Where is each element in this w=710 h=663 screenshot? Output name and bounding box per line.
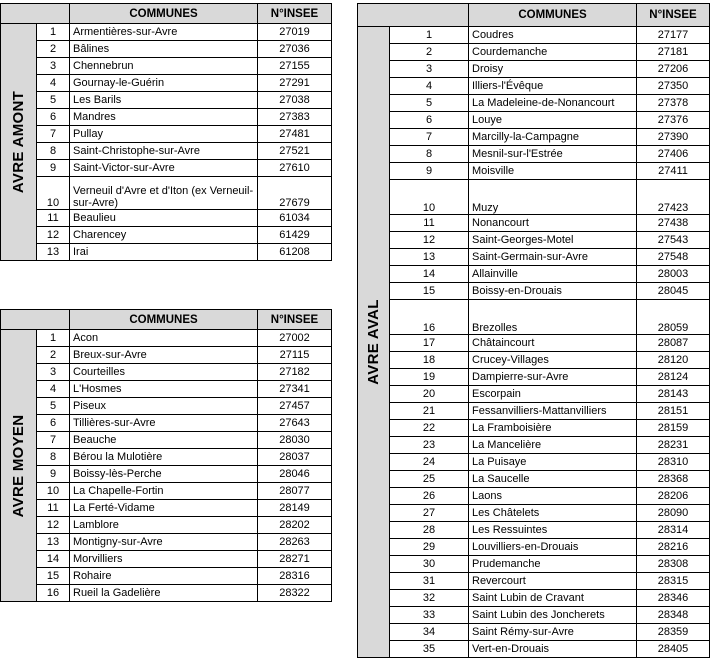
insee-code: 61208 bbox=[258, 244, 332, 261]
commune-name: Moisville bbox=[469, 163, 637, 180]
insee-code: 27481 bbox=[258, 126, 332, 143]
insee-code: 28368 bbox=[637, 471, 710, 488]
insee-code: 28322 bbox=[258, 585, 332, 602]
commune-name: La Mancelière bbox=[469, 437, 637, 454]
commune-name: Dampierre-sur-Avre bbox=[469, 369, 637, 386]
insee-code: 28263 bbox=[258, 534, 332, 551]
row-number: 10 bbox=[390, 180, 469, 215]
row-number: 10 bbox=[37, 177, 70, 210]
table-row bbox=[358, 352, 710, 369]
commune-name: Louvilliers-en-Drouais bbox=[469, 539, 637, 556]
insee-code: 28087 bbox=[637, 335, 710, 352]
table-row bbox=[358, 471, 710, 488]
commune-name: Illiers-l'Évêque bbox=[469, 78, 637, 95]
commune-name: La Saucelle bbox=[469, 471, 637, 488]
commune-name: Marcilly-la-Campagne bbox=[469, 129, 637, 146]
table-row bbox=[1, 347, 332, 364]
commune-name: La Framboisière bbox=[469, 420, 637, 437]
header-insee: N°INSEE bbox=[637, 4, 710, 27]
commune-name: Coudres bbox=[469, 27, 637, 44]
table-avre-amont bbox=[0, 3, 331, 261]
insee-code: 28202 bbox=[258, 517, 332, 534]
table-row bbox=[358, 180, 710, 215]
commune-name: Les Ressuintes bbox=[469, 522, 637, 539]
commune-name: Beauche bbox=[70, 432, 258, 449]
commune-name: Louye bbox=[469, 112, 637, 129]
insee-code: 28159 bbox=[637, 420, 710, 437]
table-row bbox=[358, 129, 710, 146]
row-number: 12 bbox=[37, 227, 70, 244]
commune-name: Charencey bbox=[70, 227, 258, 244]
row-number: 8 bbox=[37, 143, 70, 160]
table-row bbox=[1, 517, 332, 534]
commune-name: Pullay bbox=[70, 126, 258, 143]
row-number: 17 bbox=[390, 335, 469, 352]
insee-code: 27002 bbox=[258, 330, 332, 347]
row-number: 15 bbox=[390, 283, 469, 300]
table-row bbox=[1, 534, 332, 551]
commune-name: Breux-sur-Avre bbox=[70, 347, 258, 364]
table-row bbox=[358, 300, 710, 335]
row-number: 16 bbox=[390, 300, 469, 335]
table-row bbox=[1, 330, 332, 347]
row-number: 3 bbox=[390, 61, 469, 78]
row-number: 9 bbox=[37, 160, 70, 177]
table-row bbox=[1, 92, 332, 109]
insee-code: 28314 bbox=[637, 522, 710, 539]
table-avre-aval bbox=[357, 3, 709, 658]
table-row bbox=[1, 500, 332, 517]
commune-name: Gournay-le-Guérin bbox=[70, 75, 258, 92]
table-row bbox=[1, 568, 332, 585]
insee-code: 28120 bbox=[637, 352, 710, 369]
commune-name: Chennebrun bbox=[70, 58, 258, 75]
insee-code: 27383 bbox=[258, 109, 332, 126]
commune-name: Les Barils bbox=[70, 92, 258, 109]
table-row bbox=[1, 449, 332, 466]
commune-name: Saint Rémy-sur-Avre bbox=[469, 624, 637, 641]
commune-name: Acon bbox=[70, 330, 258, 347]
row-number: 22 bbox=[390, 420, 469, 437]
row-number: 7 bbox=[390, 129, 469, 146]
table-row bbox=[358, 403, 710, 420]
table-row bbox=[358, 437, 710, 454]
insee-code: 27115 bbox=[258, 347, 332, 364]
table-row bbox=[1, 41, 332, 58]
commune-name: Les Châtelets bbox=[469, 505, 637, 522]
table-row bbox=[358, 369, 710, 386]
insee-code: 27038 bbox=[258, 92, 332, 109]
insee-code: 27182 bbox=[258, 364, 332, 381]
commune-name: Saint-Victor-sur-Avre bbox=[70, 160, 258, 177]
row-number: 28 bbox=[390, 522, 469, 539]
insee-code: 28405 bbox=[637, 641, 710, 658]
row-number: 2 bbox=[37, 347, 70, 364]
table-row bbox=[1, 227, 332, 244]
table-row bbox=[358, 283, 710, 300]
insee-code: 27457 bbox=[258, 398, 332, 415]
group-label-cell bbox=[1, 330, 37, 602]
commune-name: Beaulieu bbox=[70, 210, 258, 227]
insee-code: 28030 bbox=[258, 432, 332, 449]
row-number: 6 bbox=[37, 109, 70, 126]
commune-name: Piseux bbox=[70, 398, 258, 415]
row-number: 1 bbox=[390, 27, 469, 44]
insee-code: 28206 bbox=[637, 488, 710, 505]
row-number: 11 bbox=[37, 210, 70, 227]
table-row bbox=[1, 143, 332, 160]
table-row bbox=[358, 539, 710, 556]
insee-code: 27376 bbox=[637, 112, 710, 129]
insee-code: 28124 bbox=[637, 369, 710, 386]
commune-name: Boissy-en-Drouais bbox=[469, 283, 637, 300]
insee-code: 28310 bbox=[637, 454, 710, 471]
commune-name: Bérou la Mulotière bbox=[70, 449, 258, 466]
header-blank bbox=[358, 4, 469, 27]
row-number: 31 bbox=[390, 573, 469, 590]
insee-code: 28090 bbox=[637, 505, 710, 522]
row-number: 13 bbox=[37, 534, 70, 551]
insee-code: 27521 bbox=[258, 143, 332, 160]
commune-name: Morvilliers bbox=[70, 551, 258, 568]
commune-name: Montigny-sur-Avre bbox=[70, 534, 258, 551]
table-row bbox=[1, 415, 332, 432]
row-number: 18 bbox=[390, 352, 469, 369]
table-row bbox=[1, 244, 332, 261]
row-number: 4 bbox=[37, 75, 70, 92]
insee-code: 28308 bbox=[637, 556, 710, 573]
commune-name: Armentières-sur-Avre bbox=[70, 24, 258, 41]
insee-code: 28037 bbox=[258, 449, 332, 466]
insee-code: 27610 bbox=[258, 160, 332, 177]
table-row bbox=[358, 607, 710, 624]
row-number: 3 bbox=[37, 364, 70, 381]
commune-name: Laons bbox=[469, 488, 637, 505]
commune-name: Droisy bbox=[469, 61, 637, 78]
insee-code: 27390 bbox=[637, 129, 710, 146]
insee-code: 27291 bbox=[258, 75, 332, 92]
commune-name: Escorpain bbox=[469, 386, 637, 403]
commune-name: Mesnil-sur-l'Estrée bbox=[469, 146, 637, 163]
insee-code: 27679 bbox=[258, 177, 332, 210]
insee-code: 28003 bbox=[637, 266, 710, 283]
row-number: 11 bbox=[390, 215, 469, 232]
header-blank bbox=[1, 310, 70, 330]
insee-code: 27438 bbox=[637, 215, 710, 232]
header-blank bbox=[1, 4, 70, 24]
table-row bbox=[358, 590, 710, 607]
insee-code: 27350 bbox=[637, 78, 710, 95]
header-communes: COMMUNES bbox=[70, 4, 258, 24]
commune-name: Verneuil d'Avre et d'Iton (ex Verneuil-sur-Avre) bbox=[70, 177, 258, 210]
insee-code: 28046 bbox=[258, 466, 332, 483]
insee-code: 28045 bbox=[637, 283, 710, 300]
insee-code: 27181 bbox=[637, 44, 710, 61]
table-row bbox=[358, 27, 710, 44]
row-number: 21 bbox=[390, 403, 469, 420]
commune-name: Muzy bbox=[469, 180, 637, 215]
row-number: 8 bbox=[390, 146, 469, 163]
table-row bbox=[1, 398, 332, 415]
table-row bbox=[1, 58, 332, 75]
header-communes: COMMUNES bbox=[469, 4, 637, 27]
row-number: 1 bbox=[37, 24, 70, 41]
table-row bbox=[358, 44, 710, 61]
commune-name: La Chapelle-Fortin bbox=[70, 483, 258, 500]
commune-name: Châtaincourt bbox=[469, 335, 637, 352]
table-row bbox=[358, 556, 710, 573]
table-row bbox=[1, 585, 332, 602]
commune-name: Vert-en-Drouais bbox=[469, 641, 637, 658]
table-row bbox=[1, 160, 332, 177]
table-row bbox=[1, 364, 332, 381]
row-number: 11 bbox=[37, 500, 70, 517]
table-row bbox=[1, 24, 332, 41]
insee-code: 28059 bbox=[637, 300, 710, 335]
table-row bbox=[358, 78, 710, 95]
table-row bbox=[358, 573, 710, 590]
commune-name: Saint-Germain-sur-Avre bbox=[469, 249, 637, 266]
group-label: AVRE AMONT bbox=[9, 90, 27, 194]
insee-code: 61429 bbox=[258, 227, 332, 244]
insee-code: 27406 bbox=[637, 146, 710, 163]
commune-name: Mandres bbox=[70, 109, 258, 126]
row-number: 32 bbox=[390, 590, 469, 607]
insee-code: 28346 bbox=[637, 590, 710, 607]
row-number: 20 bbox=[390, 386, 469, 403]
row-number: 6 bbox=[37, 415, 70, 432]
commune-name: Prudemanche bbox=[469, 556, 637, 573]
table-row bbox=[1, 126, 332, 143]
row-number: 4 bbox=[37, 381, 70, 398]
insee-code: 27543 bbox=[637, 232, 710, 249]
table-row bbox=[358, 95, 710, 112]
row-number: 2 bbox=[37, 41, 70, 58]
table-row bbox=[358, 505, 710, 522]
commune-name: Crucey-Villages bbox=[469, 352, 637, 369]
insee-code: 27548 bbox=[637, 249, 710, 266]
insee-code: 28359 bbox=[637, 624, 710, 641]
row-number: 4 bbox=[390, 78, 469, 95]
commune-name: Saint-Christophe-sur-Avre bbox=[70, 143, 258, 160]
commune-name: Saint-Georges-Motel bbox=[469, 232, 637, 249]
commune-name: Courdemanche bbox=[469, 44, 637, 61]
row-number: 13 bbox=[390, 249, 469, 266]
insee-code: 27341 bbox=[258, 381, 332, 398]
row-number: 6 bbox=[390, 112, 469, 129]
row-number: 7 bbox=[37, 432, 70, 449]
row-number: 33 bbox=[390, 607, 469, 624]
insee-code: 28077 bbox=[258, 483, 332, 500]
table-row bbox=[358, 215, 710, 232]
row-number: 8 bbox=[37, 449, 70, 466]
table-row bbox=[358, 112, 710, 129]
commune-name: Lamblore bbox=[70, 517, 258, 534]
table-row bbox=[358, 488, 710, 505]
table-row bbox=[1, 466, 332, 483]
table-row bbox=[1, 551, 332, 568]
table-row bbox=[358, 163, 710, 180]
row-number: 26 bbox=[390, 488, 469, 505]
row-number: 34 bbox=[390, 624, 469, 641]
commune-name: Nonancourt bbox=[469, 215, 637, 232]
insee-code: 27643 bbox=[258, 415, 332, 432]
row-number: 3 bbox=[37, 58, 70, 75]
commune-name: Tillières-sur-Avre bbox=[70, 415, 258, 432]
table-row bbox=[358, 641, 710, 658]
row-number: 1 bbox=[37, 330, 70, 347]
insee-code: 28216 bbox=[637, 539, 710, 556]
insee-code: 28315 bbox=[637, 573, 710, 590]
insee-code: 27411 bbox=[637, 163, 710, 180]
insee-code: 27177 bbox=[637, 27, 710, 44]
insee-code: 27155 bbox=[258, 58, 332, 75]
group-label-cell bbox=[1, 24, 37, 261]
commune-name: L'Hosmes bbox=[70, 381, 258, 398]
table-row bbox=[358, 232, 710, 249]
table-row bbox=[1, 177, 332, 210]
table-row bbox=[1, 381, 332, 398]
table-avre-moyen bbox=[0, 309, 331, 602]
commune-name: Saint Lubin des Joncherets bbox=[469, 607, 637, 624]
insee-code: 27378 bbox=[637, 95, 710, 112]
insee-code: 28316 bbox=[258, 568, 332, 585]
row-number: 14 bbox=[390, 266, 469, 283]
insee-code: 27036 bbox=[258, 41, 332, 58]
group-label: AVRE AVAL bbox=[364, 299, 382, 385]
group-label: AVRE MOYEN bbox=[9, 414, 27, 517]
commune-name: La Ferté-Vidame bbox=[70, 500, 258, 517]
row-number: 7 bbox=[37, 126, 70, 143]
table-row bbox=[358, 266, 710, 283]
table-row bbox=[358, 624, 710, 641]
insee-code: 28271 bbox=[258, 551, 332, 568]
header-insee: N°INSEE bbox=[258, 310, 332, 330]
row-number: 5 bbox=[37, 92, 70, 109]
row-number: 16 bbox=[37, 585, 70, 602]
table-row bbox=[358, 386, 710, 403]
commune-name: Bâlines bbox=[70, 41, 258, 58]
row-number: 24 bbox=[390, 454, 469, 471]
insee-code: 28231 bbox=[637, 437, 710, 454]
table-row bbox=[358, 420, 710, 437]
commune-name: La Madeleine-de-Nonancourt bbox=[469, 95, 637, 112]
insee-code: 27206 bbox=[637, 61, 710, 78]
row-number: 14 bbox=[37, 551, 70, 568]
commune-name: Allainville bbox=[469, 266, 637, 283]
insee-code: 28143 bbox=[637, 386, 710, 403]
insee-code: 28151 bbox=[637, 403, 710, 420]
insee-code: 28348 bbox=[637, 607, 710, 624]
row-number: 5 bbox=[390, 95, 469, 112]
table-row bbox=[1, 432, 332, 449]
row-number: 2 bbox=[390, 44, 469, 61]
commune-name: La Puisaye bbox=[469, 454, 637, 471]
row-number: 9 bbox=[390, 163, 469, 180]
table-row bbox=[1, 483, 332, 500]
row-number: 5 bbox=[37, 398, 70, 415]
row-number: 25 bbox=[390, 471, 469, 488]
header-insee: N°INSEE bbox=[258, 4, 332, 24]
commune-name: Rohaire bbox=[70, 568, 258, 585]
row-number: 13 bbox=[37, 244, 70, 261]
commune-name: Revercourt bbox=[469, 573, 637, 590]
header-communes: COMMUNES bbox=[70, 310, 258, 330]
table-row bbox=[358, 61, 710, 78]
table-row bbox=[1, 75, 332, 92]
row-number: 19 bbox=[390, 369, 469, 386]
table-row bbox=[1, 109, 332, 126]
commune-name: Rueil la Gadelière bbox=[70, 585, 258, 602]
commune-name: Fessanvilliers-Mattanvilliers bbox=[469, 403, 637, 420]
table-row bbox=[1, 210, 332, 227]
insee-code: 61034 bbox=[258, 210, 332, 227]
row-number: 10 bbox=[37, 483, 70, 500]
table-row bbox=[358, 335, 710, 352]
table-row bbox=[358, 454, 710, 471]
table-row bbox=[358, 146, 710, 163]
commune-name: Irai bbox=[70, 244, 258, 261]
row-number: 27 bbox=[390, 505, 469, 522]
commune-name: Boissy-lès-Perche bbox=[70, 466, 258, 483]
commune-name: Brezolles bbox=[469, 300, 637, 335]
insee-code: 27019 bbox=[258, 24, 332, 41]
insee-code: 28149 bbox=[258, 500, 332, 517]
insee-code: 27423 bbox=[637, 180, 710, 215]
row-number: 30 bbox=[390, 556, 469, 573]
row-number: 35 bbox=[390, 641, 469, 658]
row-number: 23 bbox=[390, 437, 469, 454]
table-row bbox=[358, 522, 710, 539]
row-number: 12 bbox=[37, 517, 70, 534]
commune-name: Saint Lubin de Cravant bbox=[469, 590, 637, 607]
row-number: 12 bbox=[390, 232, 469, 249]
group-label-cell bbox=[358, 27, 390, 658]
row-number: 15 bbox=[37, 568, 70, 585]
row-number: 29 bbox=[390, 539, 469, 556]
commune-name: Courteilles bbox=[70, 364, 258, 381]
row-number: 9 bbox=[37, 466, 70, 483]
table-row bbox=[358, 249, 710, 266]
